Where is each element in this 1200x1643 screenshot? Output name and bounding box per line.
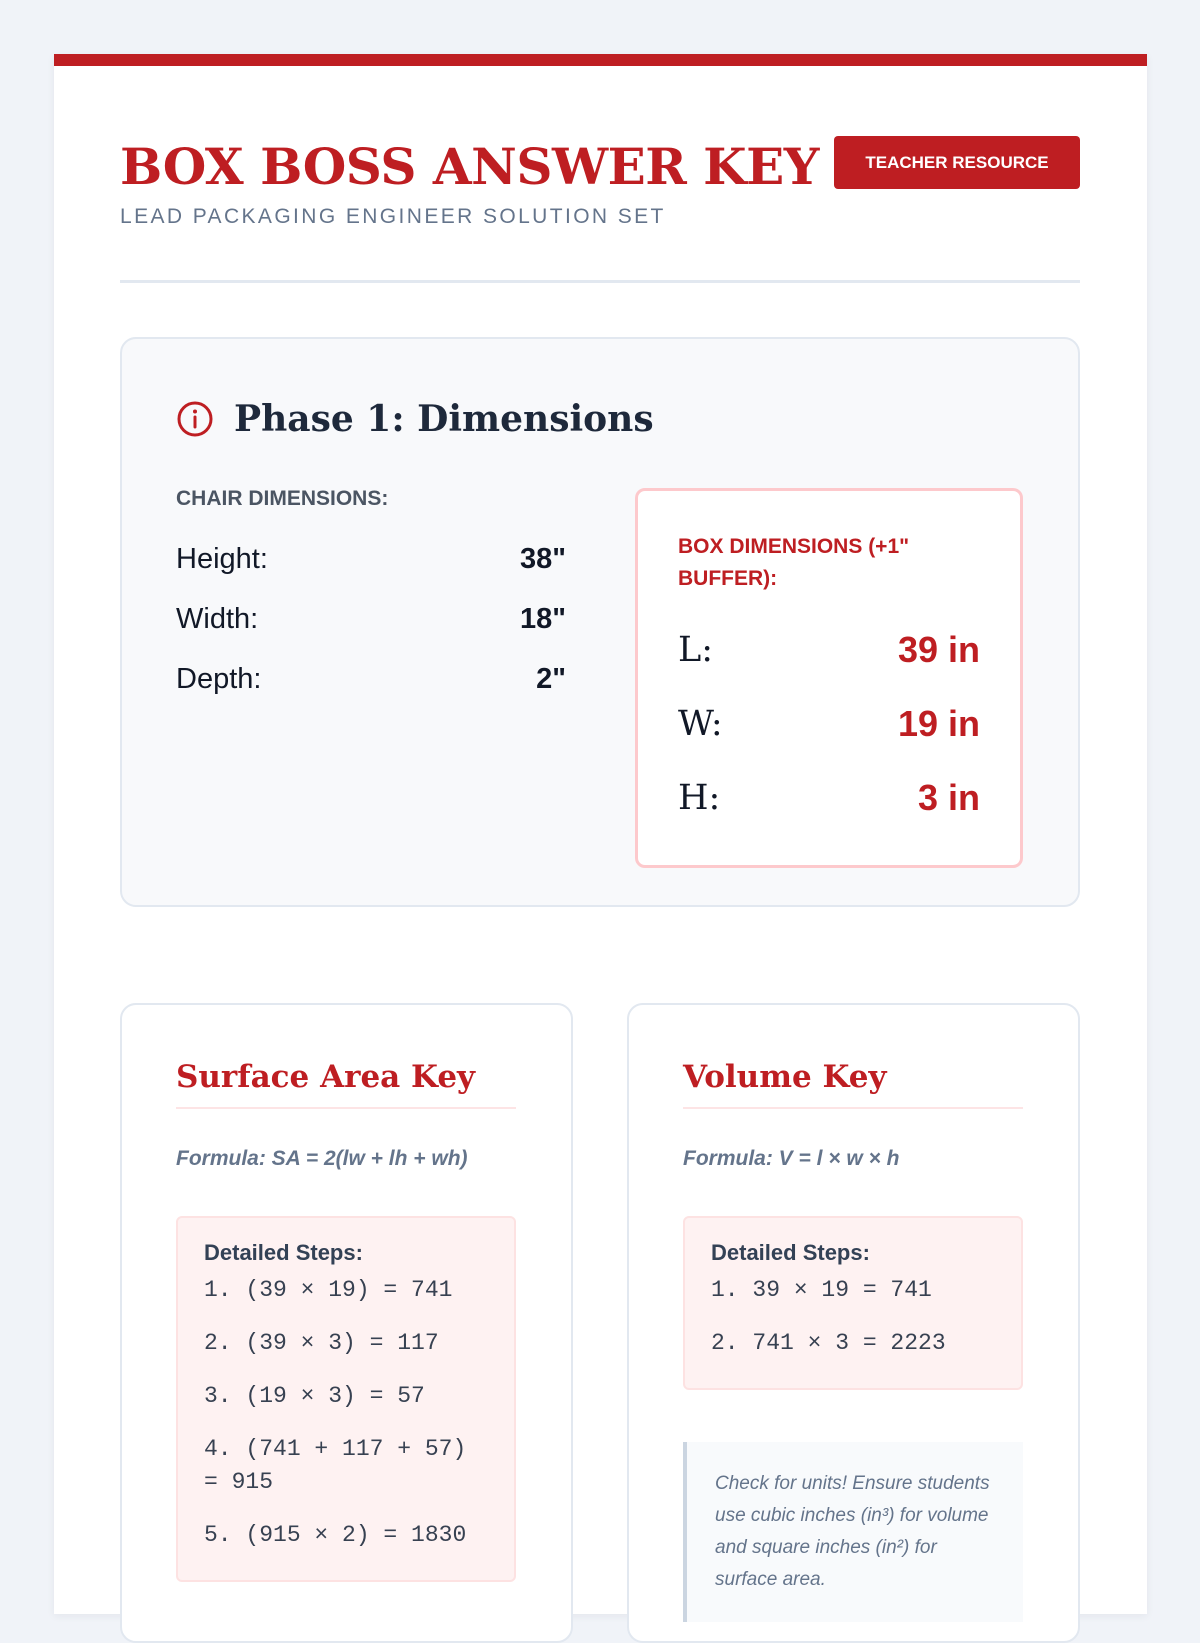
header-divider bbox=[120, 280, 1080, 283]
chair-depth-value: 2" bbox=[536, 663, 566, 695]
box-dimensions-label: BOX DIMENSIONS (+1" BUFFER): bbox=[678, 535, 910, 590]
chair-depth-label: Depth: bbox=[176, 663, 262, 695]
phase-1-panel bbox=[120, 337, 1080, 907]
chair-width-value: 18" bbox=[519, 603, 566, 635]
chair-height-label: Height: bbox=[176, 543, 268, 575]
surface-area-step: 3. (19 × 3) = 57 bbox=[204, 1383, 425, 1409]
chair-depth-row bbox=[176, 659, 566, 699]
volume-steps bbox=[683, 1216, 1023, 1390]
surface-area-step: 1. (39 × 19) = 741 bbox=[204, 1277, 453, 1303]
surface-area-steps-title: Detailed Steps: bbox=[204, 1240, 363, 1265]
box-width-value: 19 in bbox=[897, 703, 980, 744]
box-length-value: 39 in bbox=[897, 629, 980, 670]
box-dimensions-card bbox=[635, 488, 1023, 868]
surface-area-formula: Formula: SA = 2(lw + lh + wh) bbox=[176, 1147, 468, 1170]
box-length-label: L: bbox=[678, 630, 714, 670]
chair-height-value: 38" bbox=[519, 543, 566, 575]
surface-area-steps bbox=[176, 1216, 516, 1582]
teacher-resource-badge: TEACHER RESOURCE bbox=[834, 136, 1080, 189]
volume-step: 1. 39 × 19 = 741 bbox=[711, 1277, 932, 1303]
surface-area-card bbox=[120, 1003, 573, 1643]
box-width-row bbox=[678, 687, 980, 761]
volume-formula: Formula: V = l × w × h bbox=[683, 1147, 900, 1170]
box-width-label: W: bbox=[678, 704, 723, 744]
chair-height-row bbox=[176, 539, 566, 579]
page-header bbox=[120, 136, 1080, 230]
page-title: BOX BOSS ANSWER KEY bbox=[120, 137, 819, 196]
chair-dimensions bbox=[176, 487, 566, 719]
box-height-row bbox=[678, 761, 980, 835]
chair-dimensions-label: CHAIR DIMENSIONS: bbox=[176, 487, 389, 510]
chair-width-row bbox=[176, 599, 566, 639]
chair-width-label: Width: bbox=[176, 603, 259, 635]
surface-area-title: Surface Area Key bbox=[176, 1059, 516, 1109]
page-subtitle: LEAD PACKAGING ENGINEER SOLUTION SET bbox=[120, 205, 666, 228]
surface-area-step: 2. (39 × 3) = 117 bbox=[204, 1330, 439, 1356]
volume-steps-title: Detailed Steps: bbox=[711, 1240, 870, 1265]
info-icon bbox=[176, 400, 214, 438]
box-height-value: 3 in bbox=[917, 777, 980, 818]
surface-area-step: 4. (741 + 117 + 57) = 915 bbox=[204, 1436, 467, 1495]
volume-title: Volume Key bbox=[683, 1059, 1023, 1109]
phase-1-title: Phase 1: Dimensions bbox=[234, 398, 654, 440]
units-note: Check for units! Ensure students use cubic inches (in³) for volume and square inches (in²) for surface area. bbox=[683, 1442, 1023, 1622]
volume-card bbox=[627, 1003, 1080, 1643]
surface-area-step: 5. (915 × 2) = 1830 bbox=[204, 1522, 467, 1548]
box-length-row bbox=[678, 613, 980, 687]
phase-1-heading bbox=[176, 393, 654, 445]
volume-step: 2. 741 × 3 = 2223 bbox=[711, 1330, 946, 1356]
box-height-label: H: bbox=[678, 778, 721, 818]
answer-key-page bbox=[54, 54, 1147, 1614]
